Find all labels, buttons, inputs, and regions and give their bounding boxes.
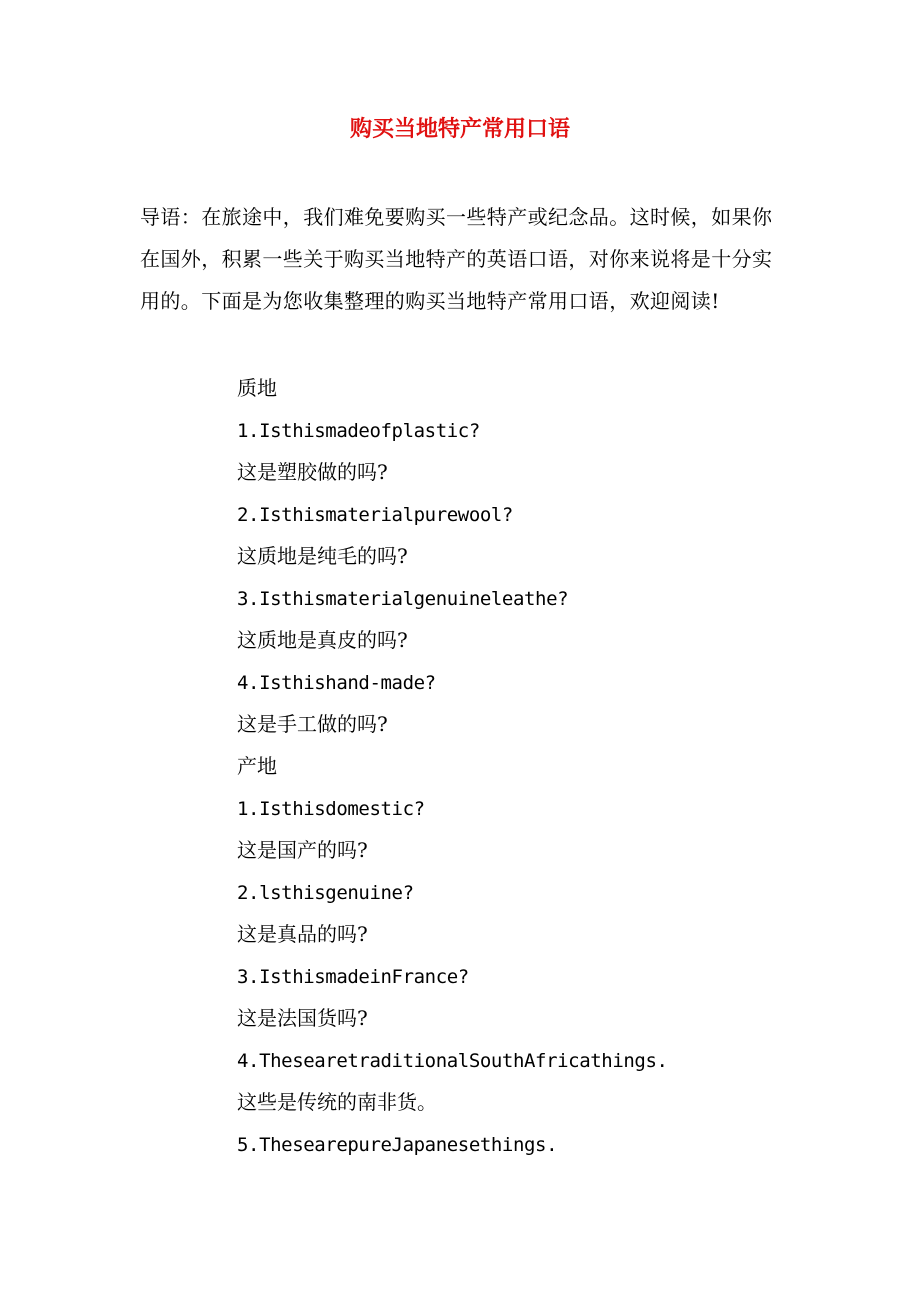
material-item-4-chinese: 这是手工做的吗? <box>237 712 388 736</box>
material-item-4-english: 4.Isthishand-made? <box>237 672 436 694</box>
intro-paragraph: 导语：在旅途中，我们难免要购买一些特产或纪念品。这时候，如果你在国外，积累一些关于购买当地特产的英语口语，对你来说将是十分实用的。下面是为您收集整理的购买当地特产常用口语，欢迎阅读! <box>140 205 773 313</box>
section-heading-material: 质地 <box>237 376 277 400</box>
origin-item-2-english: 2.lsthisgenuine? <box>237 882 414 904</box>
material-item-2-chinese: 这质地是纯毛的吗? <box>237 544 408 568</box>
origin-item-4-chinese: 这些是传统的南非货。 <box>237 1090 437 1114</box>
section-heading-origin: 产地 <box>237 754 277 778</box>
material-item-1-english: 1.Isthismadeofplastic? <box>237 420 480 442</box>
material-item-2-english: 2.Isthismaterialpurewool? <box>237 504 513 526</box>
origin-item-5-english: 5.ThesearepureJapanesethings. <box>237 1134 558 1156</box>
origin-item-1-chinese: 这是国产的吗? <box>237 838 368 862</box>
origin-item-3-english: 3.IsthismadeinFrance? <box>237 966 469 988</box>
origin-item-3-chinese: 这是法国货吗? <box>237 1006 368 1030</box>
origin-item-2-chinese: 这是真品的吗? <box>237 922 368 946</box>
material-item-3-english: 3.Isthismaterialgenuineleathe? <box>237 588 569 610</box>
material-item-3-chinese: 这质地是真皮的吗? <box>237 628 408 652</box>
document-title: 购买当地特产常用口语 <box>349 116 570 142</box>
origin-item-1-english: 1.Isthisdomestic? <box>237 798 425 820</box>
material-item-1-chinese: 这是塑胶做的吗? <box>237 460 388 484</box>
origin-item-4-english: 4.ThesearetraditionalSouthAfricathings. <box>237 1050 668 1072</box>
